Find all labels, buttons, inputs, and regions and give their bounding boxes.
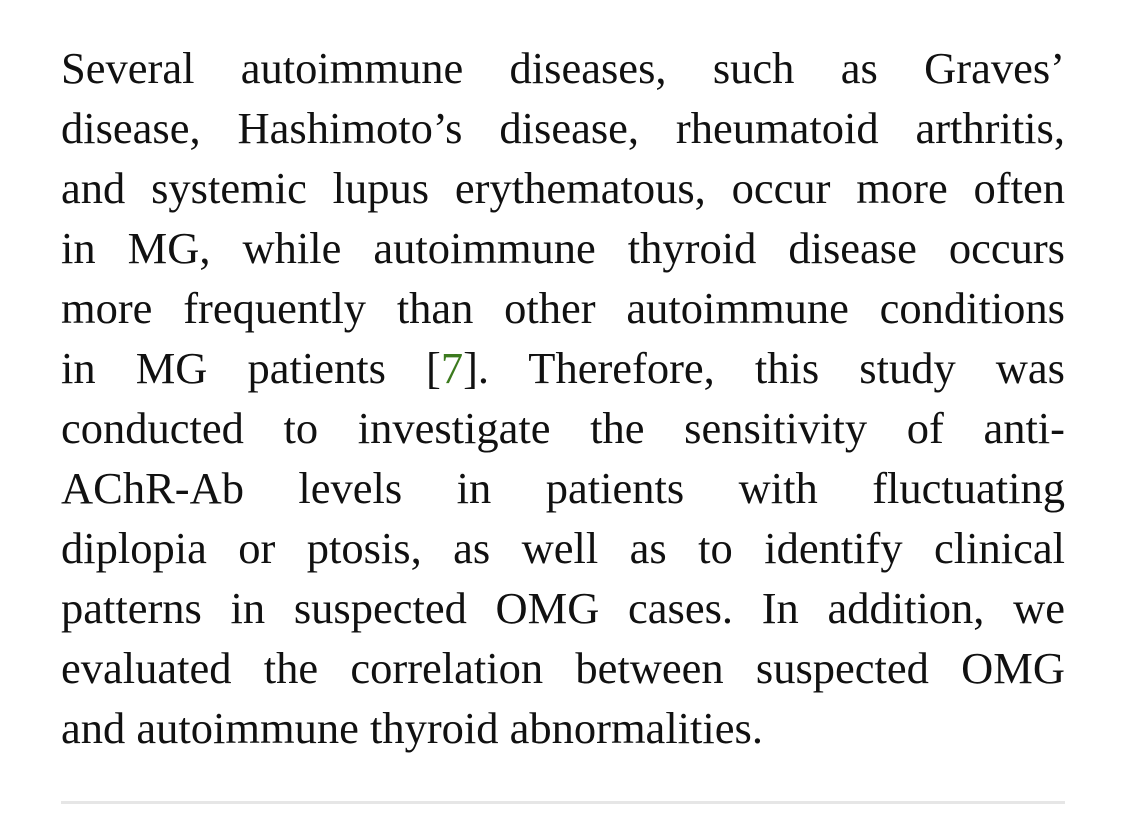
- text-line: conducted to investigate the sensitivity of anti-: [61, 403, 1065, 453]
- text-line: in MG, while autoimmune thyroid disease occurs: [61, 223, 1065, 273]
- text-line-last: and autoimmune thyroid abnormalities.: [61, 703, 763, 753]
- text-line: and systemic lupus erythematous, occur more often: [61, 163, 1065, 213]
- text-line-with-citation: [61, 338, 1065, 398]
- citation-line-before: in MG patients [: [61, 343, 441, 393]
- text-line: disease, Hashimoto’s disease, rheumatoid arthritis,: [61, 103, 1065, 153]
- text-line: diplopia or ptosis, as well as to identify clinical: [61, 523, 1065, 573]
- section-divider: [61, 801, 1065, 804]
- citation-line-after: ]. Therefore, this study was: [463, 343, 1065, 393]
- text-line: more frequently than other autoimmune conditions: [61, 283, 1065, 333]
- text-line: AChR-Ab levels in patients with fluctuating: [61, 463, 1065, 513]
- text-line: patterns in suspected OMG cases. In addition, we: [61, 583, 1065, 633]
- text-line: Several autoimmune diseases, such as Graves’: [61, 43, 1065, 93]
- body-paragraph: [61, 38, 1065, 758]
- text-line: evaluated the correlation between suspected OMG: [61, 643, 1065, 693]
- citation-link-7[interactable]: 7: [440, 343, 464, 393]
